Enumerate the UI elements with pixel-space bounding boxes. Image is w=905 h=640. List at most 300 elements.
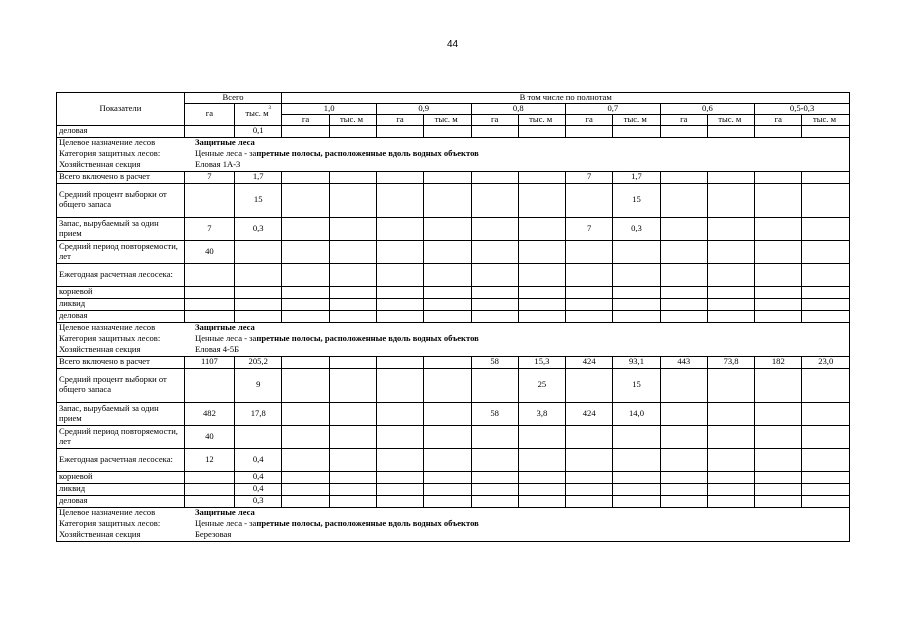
value-cell	[518, 240, 565, 263]
row-label: корневой	[57, 286, 185, 298]
value-cell	[376, 263, 423, 286]
value-cell	[184, 125, 234, 137]
coniferous-row	[57, 286, 850, 298]
value-cell	[518, 286, 565, 298]
value-cell	[471, 425, 518, 448]
avg-percent-row	[57, 368, 850, 402]
value-cell	[471, 217, 518, 240]
value-cell	[282, 286, 329, 298]
value-cell	[707, 298, 754, 310]
header-density-vol: тыс. $м^3$	[707, 114, 754, 125]
value-cell	[660, 298, 707, 310]
period-row	[57, 425, 850, 448]
value-cell	[424, 298, 471, 310]
value-cell	[471, 448, 518, 471]
value-cell	[518, 125, 565, 137]
value-cell	[184, 183, 234, 217]
value-cell	[329, 368, 376, 402]
value-cell: 3,8	[518, 402, 565, 425]
value-cell	[235, 310, 282, 322]
header-density-vol: тыс. $м^3$	[329, 114, 376, 125]
value-cell	[755, 495, 802, 507]
annual-row	[57, 448, 850, 471]
value-cell: 0,3	[235, 495, 282, 507]
value-cell: 23,0	[802, 356, 850, 368]
value-cell	[471, 171, 518, 183]
value-cell	[802, 240, 850, 263]
info-value: Березовая	[195, 529, 232, 540]
value-cell	[707, 471, 754, 483]
info-label: Целевое назначение лесов	[59, 137, 156, 148]
row-label: Средний период повторяемости, лет	[57, 240, 185, 263]
value-cell	[755, 425, 802, 448]
value-cell	[329, 286, 376, 298]
value-cell	[755, 483, 802, 495]
value-cell	[613, 240, 660, 263]
row-label: Ежегодная расчетная лесосека:	[57, 263, 185, 286]
value-cell	[329, 125, 376, 137]
value-cell	[566, 240, 613, 263]
header-density-ha: га	[376, 114, 423, 125]
value-cell: 7	[184, 217, 234, 240]
info-label: Категория защитных лесов:	[59, 148, 161, 159]
value-cell: 93,1	[613, 356, 660, 368]
stock-row	[57, 217, 850, 240]
value-cell	[802, 495, 850, 507]
value-cell: 1,7	[235, 171, 282, 183]
stock-row	[57, 402, 850, 425]
row-label: деловая	[57, 125, 185, 137]
row-label: Запас, вырубаемый за один прием	[57, 217, 185, 240]
value-cell	[755, 217, 802, 240]
value-cell	[282, 240, 329, 263]
last-section-name	[57, 530, 850, 542]
value-cell	[424, 425, 471, 448]
value-cell	[707, 217, 754, 240]
value-cell	[329, 356, 376, 368]
value-cell	[566, 471, 613, 483]
header-density-vol: тыс. $м^3$	[424, 114, 471, 125]
value-cell	[707, 286, 754, 298]
value-cell	[329, 448, 376, 471]
header-total-vol: тыс. $м^3$	[235, 103, 282, 125]
value-cell: 9	[235, 368, 282, 402]
row-label: корневой	[57, 471, 185, 483]
value-cell	[471, 183, 518, 217]
value-cell	[518, 448, 565, 471]
value-cell	[184, 310, 234, 322]
value-cell	[329, 240, 376, 263]
value-cell	[613, 483, 660, 495]
row-label: ликвид	[57, 298, 185, 310]
category-rest: претные полосы, расположенные вдоль водных объектов	[256, 518, 479, 529]
value-cell	[566, 495, 613, 507]
value-cell	[566, 310, 613, 322]
value-cell	[329, 171, 376, 183]
section-category	[57, 149, 850, 160]
value-cell	[707, 310, 754, 322]
value-cell	[376, 171, 423, 183]
category-rest: претные полосы, расположенные вдоль водных объектов	[256, 333, 479, 344]
value-cell	[707, 183, 754, 217]
value-cell	[518, 310, 565, 322]
value-cell	[660, 402, 707, 425]
value-cell: 7	[184, 171, 234, 183]
header-density-ha: га	[282, 114, 329, 125]
liquid-row	[57, 483, 850, 495]
value-cell	[566, 263, 613, 286]
row-label: деловая	[57, 495, 185, 507]
value-cell	[376, 471, 423, 483]
value-cell: 0,4	[235, 448, 282, 471]
value-cell	[802, 183, 850, 217]
value-cell	[755, 448, 802, 471]
row-label: Всего включено в расчет	[57, 356, 185, 368]
value-cell	[471, 310, 518, 322]
value-cell: 0,4	[235, 471, 282, 483]
info-value: Еловая 1А-3	[195, 159, 241, 170]
value-cell	[518, 483, 565, 495]
value-cell	[755, 171, 802, 183]
value-cell	[755, 125, 802, 137]
value-cell	[518, 217, 565, 240]
value-cell: 58	[471, 402, 518, 425]
value-cell	[376, 183, 423, 217]
header-density-0: 1,0	[282, 103, 377, 114]
value-cell	[613, 425, 660, 448]
value-cell	[802, 368, 850, 402]
value-cell	[802, 286, 850, 298]
row-label: ликвид	[57, 483, 185, 495]
value-cell: 12	[184, 448, 234, 471]
value-cell	[471, 240, 518, 263]
value-cell: 15,3	[518, 356, 565, 368]
header-density-ha: га	[660, 114, 707, 125]
value-cell	[707, 425, 754, 448]
value-cell: 14,0	[613, 402, 660, 425]
value-cell	[376, 368, 423, 402]
total-included-row	[57, 356, 850, 368]
business-row	[57, 310, 850, 322]
value-cell	[329, 183, 376, 217]
value-cell	[235, 425, 282, 448]
row-label: Средний процент выборки от общего запаса	[57, 183, 185, 217]
value-cell	[376, 125, 423, 137]
value-cell	[471, 125, 518, 137]
value-cell: 205,2	[235, 356, 282, 368]
value-cell	[613, 298, 660, 310]
row-label: Средний процент выборки от общего запаса	[57, 368, 185, 402]
value-cell	[707, 495, 754, 507]
value-cell	[660, 425, 707, 448]
value-cell	[566, 368, 613, 402]
category-prefix: Ценные леса - за	[195, 518, 257, 529]
value-cell	[424, 368, 471, 402]
value-cell	[518, 298, 565, 310]
value-cell	[184, 471, 234, 483]
value-cell	[566, 125, 613, 137]
value-cell	[424, 217, 471, 240]
header-row-1	[57, 93, 850, 104]
value-cell	[329, 495, 376, 507]
value-cell	[566, 448, 613, 471]
value-cell	[282, 495, 329, 507]
value-cell	[376, 448, 423, 471]
annual-row	[57, 263, 850, 286]
value-cell	[707, 263, 754, 286]
section-name	[57, 160, 850, 172]
header-density-ha: га	[566, 114, 613, 125]
value-cell	[424, 356, 471, 368]
value-cell: 15	[613, 183, 660, 217]
value-cell	[282, 483, 329, 495]
value-cell: 25	[518, 368, 565, 402]
header-total-ha: га	[184, 103, 234, 125]
value-cell: 15	[235, 183, 282, 217]
value-cell	[613, 495, 660, 507]
info-label: Категория защитных лесов:	[59, 518, 161, 529]
value-cell: 182	[755, 356, 802, 368]
value-cell	[471, 263, 518, 286]
value-cell	[802, 471, 850, 483]
value-cell	[802, 483, 850, 495]
info-value: Защитные леса	[195, 507, 255, 518]
page-number: 44	[446, 39, 459, 50]
value-cell	[755, 402, 802, 425]
value-cell	[755, 286, 802, 298]
value-cell	[660, 495, 707, 507]
value-cell	[424, 402, 471, 425]
value-cell: 424	[566, 356, 613, 368]
value-cell	[660, 286, 707, 298]
value-cell: 424	[566, 402, 613, 425]
value-cell	[376, 286, 423, 298]
value-cell: 7	[566, 217, 613, 240]
value-cell	[282, 125, 329, 137]
value-cell: 7	[566, 171, 613, 183]
value-cell	[282, 298, 329, 310]
period-row	[57, 240, 850, 263]
value-cell	[518, 495, 565, 507]
value-cell	[660, 263, 707, 286]
value-cell: 0,3	[613, 217, 660, 240]
avg-percent-row	[57, 183, 850, 217]
last-section-purpose	[57, 507, 850, 519]
value-cell	[282, 310, 329, 322]
value-cell	[184, 298, 234, 310]
value-cell	[282, 425, 329, 448]
value-cell	[376, 356, 423, 368]
info-label: Целевое назначение лесов	[59, 322, 156, 333]
value-cell	[424, 171, 471, 183]
section-category	[57, 334, 850, 345]
header-density-vol: тыс. $м^3$	[802, 114, 850, 125]
value-cell	[707, 171, 754, 183]
row-label: Средний период повторяемости, лет	[57, 425, 185, 448]
header-density-1: 0,9	[376, 103, 471, 114]
row-label: Всего включено в расчет	[57, 171, 185, 183]
value-cell	[755, 263, 802, 286]
value-cell: 1,7	[613, 171, 660, 183]
value-cell	[707, 368, 754, 402]
value-cell	[376, 217, 423, 240]
value-cell	[235, 263, 282, 286]
value-cell	[566, 298, 613, 310]
total-included-row	[57, 171, 850, 183]
header-by-density: В том числе по полнотам	[282, 93, 850, 104]
value-cell: 443	[660, 356, 707, 368]
value-cell	[566, 483, 613, 495]
header-indicators: Показатели	[57, 93, 185, 126]
info-value: Защитные леса	[195, 137, 255, 148]
value-cell: 40	[184, 425, 234, 448]
coniferous-row	[57, 471, 850, 483]
value-cell	[802, 402, 850, 425]
value-cell	[471, 286, 518, 298]
value-cell	[707, 483, 754, 495]
value-cell	[707, 240, 754, 263]
value-cell	[802, 448, 850, 471]
value-cell	[282, 263, 329, 286]
row-label: Ежегодная расчетная лесосека:	[57, 448, 185, 471]
info-value: Еловая 4-5Б	[195, 344, 240, 355]
category-prefix: Ценные леса - за	[195, 333, 257, 344]
value-cell	[282, 448, 329, 471]
header-density-vol: тыс. $м^3$	[518, 114, 565, 125]
value-cell	[566, 183, 613, 217]
value-cell: 15	[613, 368, 660, 402]
value-cell	[518, 471, 565, 483]
value-cell	[424, 286, 471, 298]
value-cell	[424, 240, 471, 263]
value-cell	[424, 495, 471, 507]
value-cell	[235, 298, 282, 310]
value-cell	[613, 448, 660, 471]
value-cell	[613, 310, 660, 322]
value-cell	[376, 483, 423, 495]
value-cell	[802, 171, 850, 183]
value-cell: 482	[184, 402, 234, 425]
value-cell	[802, 125, 850, 137]
row-label: деловая	[57, 310, 185, 322]
value-cell	[424, 310, 471, 322]
value-cell	[329, 471, 376, 483]
top-business-row	[57, 125, 850, 137]
value-cell	[518, 183, 565, 217]
value-cell	[613, 125, 660, 137]
value-cell	[660, 171, 707, 183]
value-cell	[282, 356, 329, 368]
value-cell	[329, 298, 376, 310]
value-cell	[329, 310, 376, 322]
last-section-category	[57, 519, 850, 530]
value-cell	[802, 298, 850, 310]
value-cell: 0,1	[235, 125, 282, 137]
category-rest: претные полосы, расположенные вдоль водных объектов	[256, 148, 479, 159]
value-cell	[424, 483, 471, 495]
value-cell	[329, 483, 376, 495]
row-label: Запас, вырубаемый за один прием	[57, 402, 185, 425]
value-cell	[707, 402, 754, 425]
value-cell	[707, 448, 754, 471]
value-cell	[329, 402, 376, 425]
value-cell	[660, 125, 707, 137]
value-cell	[613, 471, 660, 483]
value-cell	[282, 402, 329, 425]
header-density-4: 0,6	[660, 103, 755, 114]
value-cell: 0,3	[235, 217, 282, 240]
value-cell	[282, 171, 329, 183]
section-name	[57, 345, 850, 357]
info-value: Защитные леса	[195, 322, 255, 333]
value-cell	[755, 368, 802, 402]
value-cell	[755, 471, 802, 483]
value-cell	[802, 217, 850, 240]
value-cell	[471, 471, 518, 483]
value-cell	[376, 402, 423, 425]
business-row	[57, 495, 850, 507]
value-cell	[518, 171, 565, 183]
value-cell	[518, 425, 565, 448]
value-cell	[802, 310, 850, 322]
value-cell	[424, 263, 471, 286]
value-cell: 0,4	[235, 483, 282, 495]
header-density-ha: га	[755, 114, 802, 125]
liquid-row	[57, 298, 850, 310]
value-cell	[376, 425, 423, 448]
calculation-table	[56, 92, 850, 542]
value-cell	[707, 125, 754, 137]
value-cell	[184, 263, 234, 286]
value-cell	[566, 425, 613, 448]
value-cell	[376, 495, 423, 507]
header-density-ha: га	[471, 114, 518, 125]
value-cell: 17,8	[235, 402, 282, 425]
value-cell	[376, 240, 423, 263]
value-cell	[282, 471, 329, 483]
category-prefix: Ценные леса - за	[195, 148, 257, 159]
value-cell	[329, 217, 376, 240]
info-label: Категория защитных лесов:	[59, 333, 161, 344]
value-cell	[660, 217, 707, 240]
value-cell	[184, 368, 234, 402]
info-label: Хозяйственная секция	[59, 159, 141, 170]
info-label: Хозяйственная секция	[59, 529, 141, 540]
info-label: Хозяйственная секция	[59, 344, 141, 355]
value-cell	[471, 495, 518, 507]
value-cell	[660, 368, 707, 402]
header-density-vol: тыс. $м^3$	[613, 114, 660, 125]
value-cell	[518, 263, 565, 286]
value-cell	[660, 483, 707, 495]
value-cell	[660, 183, 707, 217]
value-cell	[613, 286, 660, 298]
value-cell	[755, 298, 802, 310]
value-cell	[802, 425, 850, 448]
value-cell	[329, 263, 376, 286]
info-label: Целевое назначение лесов	[59, 507, 156, 518]
value-cell	[376, 298, 423, 310]
section-purpose	[57, 322, 850, 334]
header-density-5: 0,5-0,3	[755, 103, 850, 114]
value-cell	[755, 310, 802, 322]
value-cell	[235, 240, 282, 263]
value-cell: 1107	[184, 356, 234, 368]
value-cell: 73,8	[707, 356, 754, 368]
value-cell	[755, 240, 802, 263]
value-cell: 58	[471, 356, 518, 368]
value-cell	[471, 368, 518, 402]
